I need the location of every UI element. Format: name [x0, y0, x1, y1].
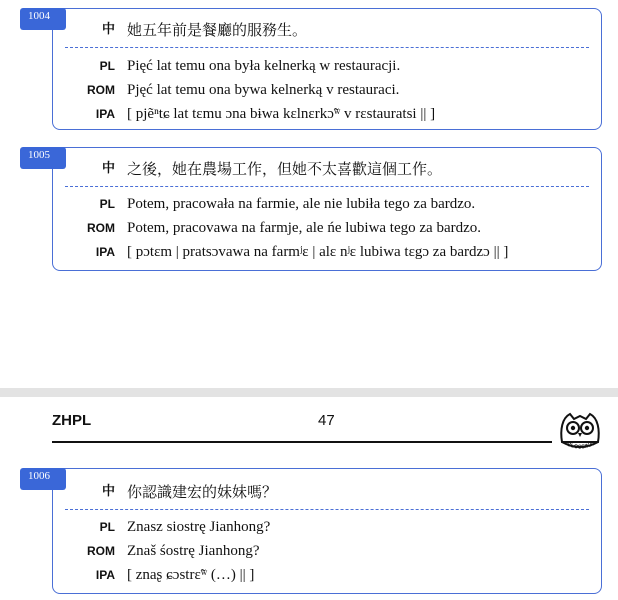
sentence-card-1005 — [52, 147, 602, 271]
ipa-transcription: [ znaʂ ɕɔstrɛ̃ʷ (…) || ] — [127, 567, 255, 583]
page-number: 47 — [318, 412, 335, 429]
dashed-divider — [65, 186, 589, 187]
pl-label: PL — [99, 197, 115, 211]
dashed-divider — [65, 47, 589, 48]
polish-sentence: Znasz siostrę Jianhong? — [127, 519, 271, 535]
sentence-number-badge: 1006 — [20, 468, 66, 490]
ipa-transcription: [ pɔtɛm | pratsɔvawa na farmʲɛ | alɛ nʲɛ lubiwa tɛgɔ za bardzɔ || ] — [127, 244, 509, 260]
ipa-label: IPA — [95, 568, 115, 582]
sentence-card-1006 — [52, 468, 602, 594]
sentence-number-badge: 1004 — [20, 8, 66, 30]
ipa-transcription: [ pjẽⁿtɕ lat tɛmu ɔna bɨwa kɛlnɛrkɔ̃ʷ v rɛstauratsi || ] — [127, 106, 436, 122]
rom-label: ROM — [87, 83, 115, 97]
chinese-label: 中 — [101, 22, 115, 37]
chinese-label: 中 — [101, 484, 115, 499]
polish-sentence: Pięć lat temu ona była kelnerką w restauracji. — [127, 58, 401, 74]
page-separator — [0, 388, 618, 397]
chinese-sentence: 之後，她在農場工作，但她不太喜歡這個工作。 — [127, 160, 443, 178]
chinese-label: 中 — [101, 161, 115, 176]
dashed-divider — [65, 509, 589, 510]
glossika-owl-logo-icon — [556, 408, 604, 454]
ipa-label: IPA — [95, 245, 115, 259]
rom-label: ROM — [87, 221, 115, 235]
ipa-label: IPA — [95, 107, 115, 121]
header-rule — [52, 441, 552, 443]
pl-label: PL — [99, 520, 115, 534]
rom-label: ROM — [87, 544, 115, 558]
romanization-sentence: Znaš śostrę Jianhong? — [127, 543, 260, 559]
sentence-card-1004 — [52, 8, 602, 130]
polish-sentence: Potem, pracowała na farmie, ale nie lubiła tego za bardzo. — [127, 196, 476, 212]
romanization-sentence: Potem, pracovawa na farmje, ale ńe lubiwa tego za bardzo. — [127, 220, 482, 236]
chinese-sentence: 你認識建宏的妹妹嗎？ — [127, 483, 278, 501]
running-header-title: ZHPL — [52, 412, 92, 429]
logo-text: GLOSSIKA — [565, 441, 595, 451]
chinese-sentence: 她五年前是餐廳的服務生。 — [127, 21, 308, 39]
sentence-number-badge: 1005 — [20, 147, 66, 169]
pl-label: PL — [99, 59, 115, 73]
romanization-sentence: Pjęć lat temu ona bywa kelnerką v restauraci. — [127, 82, 400, 98]
